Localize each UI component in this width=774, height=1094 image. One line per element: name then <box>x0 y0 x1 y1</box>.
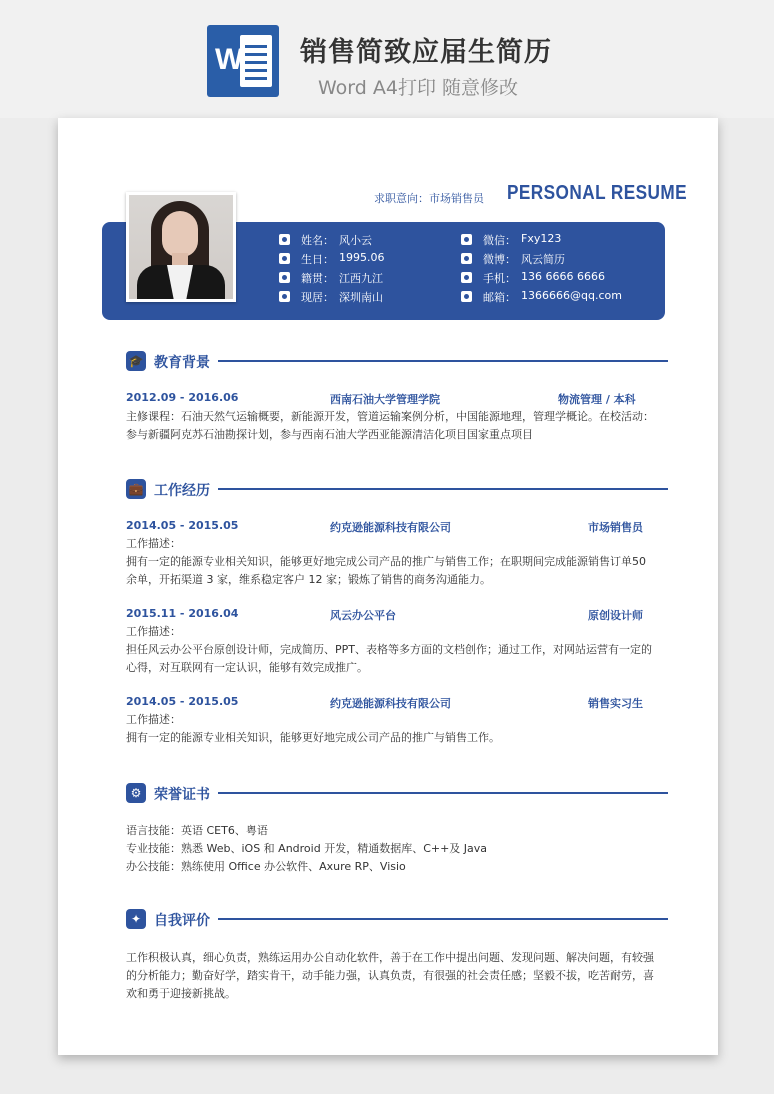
graduation-cap-icon: 🎓 <box>126 351 146 371</box>
user-icon <box>279 234 290 245</box>
honor-line-language: 语言技能：英语 CET6、粤语 <box>126 824 268 837</box>
work-desc: 拥有一定的能源专业相关知识，能够更好地完成公司产品的推广与销售工作。 <box>126 731 500 744</box>
section-title-honors: 荣誉证书 <box>154 787 210 803</box>
resume-title: PERSONAL RESUME <box>507 182 688 204</box>
profile-value: 深圳南山 <box>339 291 383 304</box>
profile-residence <box>279 289 439 305</box>
briefcase-icon: 💼 <box>126 479 146 499</box>
section-divider <box>218 488 668 490</box>
word-letter: W <box>215 43 244 76</box>
profile-phone <box>461 270 651 286</box>
work-date: 2014.05 - 2015.05 <box>126 519 239 532</box>
title-banner <box>0 0 774 118</box>
profile-value: 风小云 <box>339 234 372 247</box>
banner-subtitle: Word A4打印 随意修改 <box>318 77 519 99</box>
profile-value: 风云简历 <box>521 253 565 266</box>
profile-label: 微博： <box>483 253 516 266</box>
work-date: 2014.05 - 2015.05 <box>126 695 239 708</box>
profile-value: 136 6666 6666 <box>521 270 605 283</box>
wechat-icon <box>461 234 472 245</box>
education-detail: 主修课程：石油天然气运输概要，新能源开发，管道运输案例分析，中国能源地理，管理学概论。在校活动：参与新疆阿克苏石油勘探计划，参与西南石油大学西亚能源清洁化项目国家重点项目 <box>126 410 654 441</box>
profile-label: 邮箱： <box>483 291 516 304</box>
section-divider <box>218 918 668 920</box>
profile-label: 姓名： <box>301 234 334 247</box>
education-school: 西南石油大学管理学院 <box>330 393 440 406</box>
section-title-self: 自我评价 <box>154 913 210 929</box>
profile-name <box>279 232 439 248</box>
work-role: 销售实习生 <box>588 697 643 710</box>
work-desc-label: 工作描述： <box>126 625 181 638</box>
profile-hometown <box>279 270 439 286</box>
section-title-work: 工作经历 <box>154 483 210 499</box>
home-icon <box>279 272 290 283</box>
education-date: 2012.09 - 2016.06 <box>126 391 239 404</box>
profile-wechat <box>461 232 651 248</box>
mail-icon <box>461 291 472 302</box>
leaf-icon: ✦ <box>126 909 146 929</box>
work-desc: 担任风云办公平台原创设计师，完成简历、PPT、表格等多方面的文档创作；通过工作，对网站运营有一定的心得，对互联网有一定认识，能够有效完成推广。 <box>126 643 652 674</box>
work-desc-label: 工作描述： <box>126 537 181 550</box>
honor-line-professional: 专业技能：熟悉 Web、iOS 和 Android 开发，精通数据库、C++及 Java <box>126 842 488 855</box>
profile-label: 籍贯： <box>301 272 334 285</box>
location-icon <box>279 291 290 302</box>
calendar-icon <box>279 253 290 264</box>
section-divider <box>218 792 668 794</box>
profile-value: 1366666@qq.com <box>521 289 622 302</box>
work-org: 约克逊能源科技有限公司 <box>330 521 451 534</box>
avatar-photo <box>126 192 236 302</box>
work-desc: 拥有一定的能源专业相关知识，能够更好地完成公司产品的推广与销售工作；在职期间完成能源销售订单50 余单，开拓渠道 3 家，维系稳定客户 12 家；锻炼了销售的商务沟通能力。 <box>126 555 646 586</box>
section-divider <box>218 360 668 362</box>
self-evaluation-text: 工作积极认真，细心负责，熟练运用办公自动化软件，善于在工作中提出问题、发现问题、解决问题，有较强的分析能力；勤奋好学，踏实肯干，动手能力强，认真负责，有很强的社会责任感；坚毅不拔，吃苦耐劳，喜欢和勇于迎接新挑战。 <box>126 951 654 1000</box>
profile-email <box>461 289 651 305</box>
profile-value: 1995.06 <box>339 251 385 264</box>
phone-icon <box>461 272 472 283</box>
weibo-icon <box>461 253 472 264</box>
profile-label: 现居： <box>301 291 334 304</box>
resume-page <box>58 118 718 1055</box>
work-role: 市场销售员 <box>588 521 643 534</box>
gear-icon: ⚙ <box>126 783 146 803</box>
profile-label: 微信： <box>483 234 516 247</box>
education-major: 物流管理 / 本科 <box>558 393 636 406</box>
avatar-image <box>129 195 233 299</box>
work-org: 风云办公平台 <box>330 609 396 622</box>
profile-label: 生日： <box>301 253 334 266</box>
profile-value: Fxy123 <box>521 232 562 245</box>
profile-label: 手机： <box>483 272 516 285</box>
banner-title: 销售简致应届生简历 <box>300 37 552 68</box>
honor-line-office: 办公技能：熟练使用 Office 办公软件、Axure RP、Visio <box>126 860 406 873</box>
profile-value: 江西九江 <box>339 272 383 285</box>
work-role: 原创设计师 <box>588 609 643 622</box>
work-date: 2015.11 - 2016.04 <box>126 607 239 620</box>
job-intent: 求职意向：市场销售员 <box>374 192 484 205</box>
work-desc-label: 工作描述： <box>126 713 181 726</box>
work-org: 约克逊能源科技有限公司 <box>330 697 451 710</box>
profile-birthday <box>279 251 439 267</box>
section-title-education: 教育背景 <box>154 355 210 371</box>
profile-weibo <box>461 251 651 267</box>
word-page-shape <box>240 35 272 87</box>
word-icon <box>207 25 279 97</box>
